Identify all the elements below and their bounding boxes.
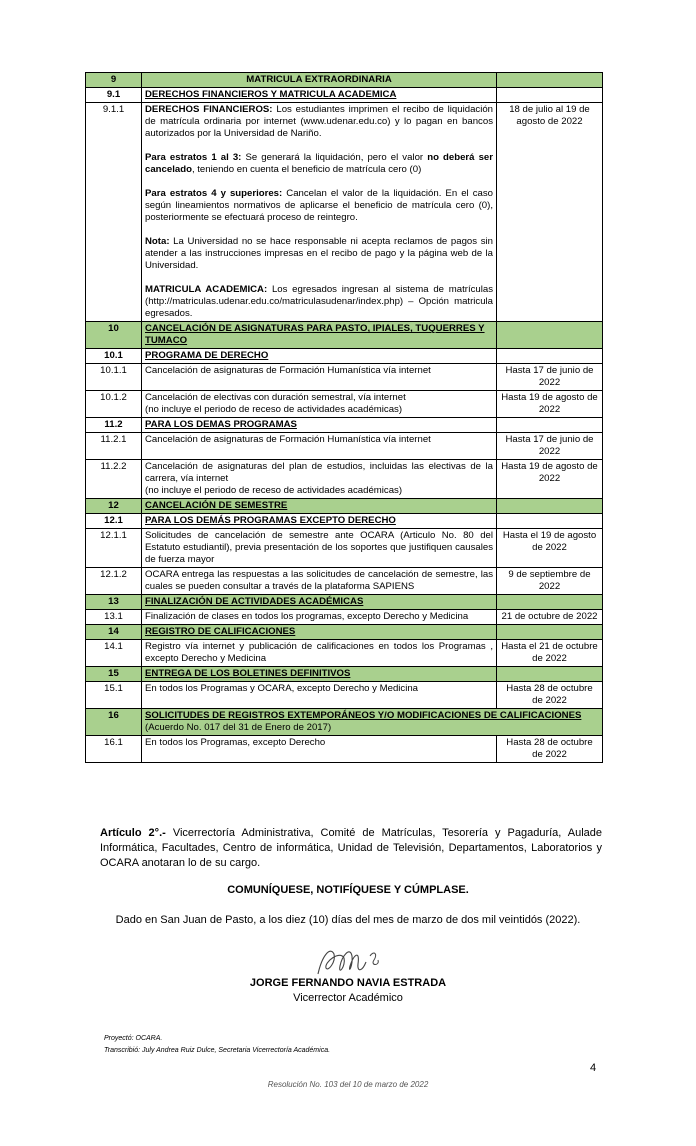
date-text: Hasta 19 de agosto de 2022 xyxy=(501,461,598,484)
article-2-text: Vicerrectoría Administrativa, Comité de Matrículas, Tesorería y Pagaduría, Aulade Informática, Facultades, Centro de informática, Unidad de Televisión, Departamentos, Laboratorios y OCARA anotaran lo de su cargo. xyxy=(100,827,602,869)
description-line: Solicitudes de cancelación de semestre ante OCARA (Articulo No. 80 del Estatuto estudiantil), previa presentación de los soportes que justifiquen causales de fuerza mayor xyxy=(145,530,493,565)
bold-text: DERECHOS FINANCIEROS: xyxy=(145,104,273,115)
row-number xyxy=(86,529,142,568)
description-line: Cancelación de asignaturas del plan de estudios, incluidas las electivas de la carrera, vía internet xyxy=(145,461,493,484)
row-number xyxy=(86,610,142,625)
date-cell xyxy=(497,640,603,667)
item-row xyxy=(86,460,603,499)
row-number xyxy=(86,322,142,349)
description-line: En todos los Programas, excepto Derecho xyxy=(145,737,326,748)
text-segment: Cancelan el valor de la liquidación. En el caso según lineamientos normativos de aplicarse el beneficio de matrícula cero (0), posteriormente se efectuará proceso de reintegro. xyxy=(145,188,493,223)
section-title-text: REGISTRO DE CALIFICACIONES xyxy=(145,626,296,637)
date-cell xyxy=(497,529,603,568)
bold-text: Para estratos 4 y superiores: xyxy=(145,188,283,199)
row-number xyxy=(86,640,142,667)
closing-formula: COMUNÍQUESE, NOTIFÍQUESE Y CÚMPLASE. xyxy=(227,884,469,896)
item-row xyxy=(86,682,603,709)
date-cell xyxy=(497,610,603,625)
resolution-footer: Resolución No. 103 del 10 de marzo de 2022 xyxy=(267,1080,429,1089)
description-cell xyxy=(142,568,497,595)
subsection-title xyxy=(142,514,497,529)
row-number-text: 9.1.1 xyxy=(102,104,125,115)
row-number xyxy=(86,682,142,709)
section-title-text: ENTREGA DE LOS BOLETINES DEFINITIVOS xyxy=(145,668,351,679)
subsection-title xyxy=(142,88,497,103)
subsection-row xyxy=(86,418,603,433)
description-cell xyxy=(142,391,497,418)
section-row xyxy=(86,73,603,88)
section-title xyxy=(142,499,497,514)
row-number xyxy=(86,433,142,460)
row-number xyxy=(86,499,142,514)
item-row xyxy=(86,736,603,763)
description-paragraph xyxy=(145,284,493,320)
subsection-title xyxy=(142,418,497,433)
description-cell xyxy=(142,610,497,625)
row-number-text: 13.1 xyxy=(104,611,123,622)
row-number xyxy=(86,103,142,322)
row-number-text: 15 xyxy=(108,668,119,679)
description-cell xyxy=(142,433,497,460)
row-number-text: 14 xyxy=(108,626,119,637)
section-title xyxy=(142,322,497,349)
description-line: Cancelación de asignaturas de Formación Humanística vía internet xyxy=(145,365,431,376)
section-row xyxy=(86,667,603,682)
date-text: Hasta 17 de junio de 2022 xyxy=(505,434,594,457)
subsection-row xyxy=(86,349,603,364)
bold-text: Nota: xyxy=(145,236,170,247)
schedule-table-body xyxy=(86,73,603,763)
date-cell xyxy=(497,73,603,88)
row-number xyxy=(86,364,142,391)
section-title-text: CANCELACIÓN DE SEMESTRE xyxy=(145,500,288,511)
date-text: Hasta 17 de junio de 2022 xyxy=(505,365,594,388)
row-number-text: 11.2.2 xyxy=(100,461,127,472)
item-row xyxy=(86,568,603,595)
date-cell xyxy=(497,391,603,418)
row-number xyxy=(86,514,142,529)
row-number xyxy=(86,568,142,595)
row-number-text: 11.2 xyxy=(104,419,123,430)
section-title-text: SOLICITUDES DE REGISTROS EXTEMPORÁNEOS Y/O MODIFICACIONES DE CALIFICACIONES xyxy=(145,710,582,721)
section-title-text: FINALIZACIÓN DE ACTIVIDADES ACADÉMICAS xyxy=(145,596,364,607)
date-cell xyxy=(497,433,603,460)
date-cell xyxy=(497,667,603,682)
row-number xyxy=(86,595,142,610)
item-row xyxy=(86,610,603,625)
page-number: 4 xyxy=(590,1062,597,1074)
section-title-text: MATRICULA EXTRAORDINARIA xyxy=(246,74,392,85)
date-cell xyxy=(497,103,603,322)
section-row xyxy=(86,709,603,736)
subsection-title-text: DERECHOS FINANCIEROS Y MATRICULA ACADEMICA xyxy=(145,89,397,100)
description-line: OCARA entrega las respuestas a las solicitudes de cancelación de semestre, las cuales se pueden consultar a través de la plataforma SAPIENS xyxy=(145,569,493,592)
date-cell xyxy=(497,322,603,349)
date-cell xyxy=(497,595,603,610)
row-number xyxy=(86,736,142,763)
text-segment: Los egresados ingresan al sistema de matrículas (http://matriculas.udenar.edu.co/matriculasudenar/index.php) – Opción matricula egresados. xyxy=(145,284,494,319)
transcribed-by-note: Transcribió: July Andrea Ruiz Dulce, Secretaria Vicerrectoría Académica. xyxy=(104,1047,331,1054)
description-line: En todos los Programas y OCARA, excepto Derecho y Medicina xyxy=(145,683,419,694)
date-cell xyxy=(497,88,603,103)
row-number xyxy=(86,73,142,88)
article-2-label: Artículo 2°.- xyxy=(100,827,166,839)
section-title xyxy=(142,595,497,610)
row-number-text: 10 xyxy=(108,323,119,334)
item-row xyxy=(86,364,603,391)
row-number-text: 15.1 xyxy=(104,683,123,694)
date-text: Hasta 19 de agosto de 2022 xyxy=(501,392,598,415)
description-cell xyxy=(142,529,497,568)
date-text: Hasta el 19 de agosto de 2022 xyxy=(502,530,597,553)
article-2-paragraph xyxy=(100,826,602,871)
description-line: Finalización de clases en todos los programas, excepto Derecho y Medicina xyxy=(145,611,469,622)
section-row xyxy=(86,625,603,640)
signer-name: JORGE FERNANDO NAVIA ESTRADA xyxy=(249,977,447,989)
row-number-text: 16 xyxy=(108,710,119,721)
row-number xyxy=(86,460,142,499)
date-text: 21 de octubre de 2022 xyxy=(501,611,598,622)
bold-text: no deberá ser cancelado xyxy=(145,152,493,175)
date-text: 18 de julio al 19 de agosto de 2022 xyxy=(509,104,590,127)
description-paragraph xyxy=(145,104,493,140)
row-number-text: 12.1 xyxy=(104,515,123,526)
description-paragraph xyxy=(145,236,493,272)
schedule-table xyxy=(85,72,603,763)
date-text: Hasta el 21 de octubre de 2022 xyxy=(501,641,598,664)
bold-text: Para estratos 1 al 3: xyxy=(145,152,242,163)
text-segment: , teniendo en cuenta el beneficio de matrícula cero (0) xyxy=(191,164,422,175)
section-subtitle-text: (Acuerdo No. 017 del 31 de Enero de 2017) xyxy=(145,722,332,733)
row-number-text: 9.1 xyxy=(106,89,121,100)
row-number xyxy=(86,418,142,433)
description-cell xyxy=(142,460,497,499)
section-title xyxy=(142,625,497,640)
date-text: 9 de septiembre de 2022 xyxy=(508,569,591,592)
section-title xyxy=(142,73,497,88)
issued-statement: Dado en San Juan de Pasto, a los diez (10) días del mes de marzo de dos mil veintidós (2022). xyxy=(115,914,581,926)
section-row xyxy=(86,595,603,610)
date-text: Hasta 28 de octubre de 2022 xyxy=(506,683,593,706)
description-line: (no incluye el periodo de receso de actividades académicas) xyxy=(145,404,403,415)
item-row xyxy=(86,433,603,460)
date-cell xyxy=(497,460,603,499)
text-segment: Se generará la liquidación, pero el valor xyxy=(241,152,428,163)
section-row xyxy=(86,322,603,349)
description-paragraph xyxy=(145,188,493,224)
date-cell xyxy=(497,682,603,709)
row-number-text: 10.1.1 xyxy=(100,365,127,376)
row-number xyxy=(86,625,142,640)
description-cell xyxy=(142,364,497,391)
subsection-title-text: PARA LOS DEMAS PROGRAMAS xyxy=(145,419,297,430)
date-cell xyxy=(497,625,603,640)
item-row xyxy=(86,103,603,322)
drafted-by-note: Proyectó: OCARA. xyxy=(104,1035,163,1042)
row-number-text: 12 xyxy=(108,500,119,511)
row-number-text: 14.1 xyxy=(104,641,123,652)
section-row xyxy=(86,499,603,514)
description-cell xyxy=(142,640,497,667)
date-cell xyxy=(497,418,603,433)
row-number-text: 13 xyxy=(108,596,119,607)
description-line: Cancelación de asignaturas de Formación Humanística vía internet xyxy=(145,434,431,445)
description-line: (no incluye el periodo de receso de actividades académicas) xyxy=(145,485,403,496)
subsection-title xyxy=(142,349,497,364)
date-cell xyxy=(497,514,603,529)
item-row xyxy=(86,640,603,667)
row-number-text: 12.1.1 xyxy=(100,530,127,541)
section-title-text: CANCELACIÓN DE ASIGNATURAS PARA PASTO, IPIALES, TUQUERRES Y TUMACO xyxy=(145,323,485,346)
subsection-row xyxy=(86,514,603,529)
description-cell xyxy=(142,103,497,322)
row-number xyxy=(86,391,142,418)
text-segment: Los estudiantes imprimen el recibo de liquidación de matrícula ordinaria por internet (www.udenar.edu.co) y lo pagan en bancos autorizados por la Universidad de Nariño. xyxy=(145,104,494,139)
description-line: Registro vía internet y publicación de calificaciones en todos los Programas , excepto Derecho y Medicina xyxy=(145,641,493,664)
date-text: Hasta 28 de octubre de 2022 xyxy=(506,737,593,760)
item-row xyxy=(86,529,603,568)
subsection-row xyxy=(86,88,603,103)
description-paragraph xyxy=(145,152,493,176)
date-cell xyxy=(497,568,603,595)
date-cell xyxy=(497,499,603,514)
row-number-text: 12.1.2 xyxy=(100,569,127,580)
row-number-text: 10.1.2 xyxy=(100,392,127,403)
date-cell xyxy=(497,349,603,364)
text-segment: La Universidad no se hace responsable ni acepta reclamos de pagos sin atender a las instrucciones impresas en el recibo de pago y la página web de la Universidad. xyxy=(145,236,493,271)
section-title xyxy=(142,709,603,736)
item-row xyxy=(86,391,603,418)
row-number-text: 10.1 xyxy=(104,350,123,361)
subsection-title-text: PROGRAMA DE DERECHO xyxy=(145,350,269,361)
subsection-title-text: PARA LOS DEMÁS PROGRAMAS EXCEPTO DERECHO xyxy=(145,515,396,526)
row-number xyxy=(86,88,142,103)
row-number xyxy=(86,667,142,682)
bold-text: MATRICULA ACADEMICA: xyxy=(145,284,268,295)
date-cell xyxy=(497,364,603,391)
description-cell xyxy=(142,682,497,709)
row-number-text: 9 xyxy=(110,74,117,85)
row-number-text: 11.2.1 xyxy=(100,434,127,445)
signer-title: Vicerrector Académico xyxy=(293,992,403,1004)
row-number-text: 16.1 xyxy=(104,737,123,748)
description-cell xyxy=(142,736,497,763)
row-number xyxy=(86,349,142,364)
section-title xyxy=(142,667,497,682)
description-line: Cancelación de electivas con duración semestral, vía internet xyxy=(145,392,406,403)
date-cell xyxy=(497,736,603,763)
row-number xyxy=(86,709,142,736)
